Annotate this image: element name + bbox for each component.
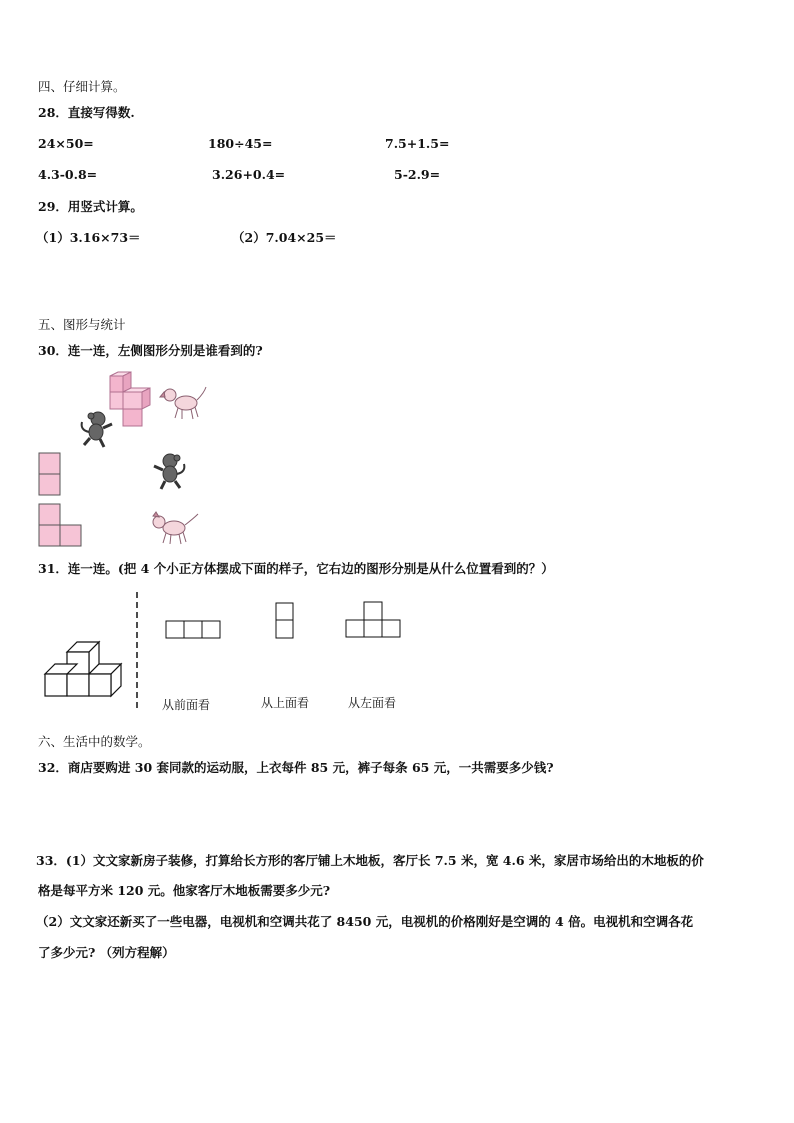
monkey-icon (152, 452, 188, 490)
monkey-icon (78, 410, 114, 448)
vertical-two-squares-view (38, 452, 62, 496)
section-5-heading: 五、图形与统计 (38, 317, 126, 332)
calc-item: 5-2.9= (394, 167, 441, 182)
dog-icon (160, 385, 208, 421)
view-two-stacked (275, 602, 295, 640)
vertical-calc-item: （1）3.16×73＝ (36, 230, 141, 245)
dashed-divider (135, 592, 139, 710)
calc-item: 24×50= (38, 136, 94, 151)
calc-item: 3.26+0.4= (212, 167, 286, 182)
question-28-title: 28．直接写得数. (38, 105, 135, 120)
view-label-top: 从上面看 (261, 696, 310, 710)
section-6-heading: 六、生活中的数学。 (38, 734, 151, 749)
view-label-front: 从前面看 (162, 698, 211, 712)
question-31-title: 31．连一连。(把 4 个小正方体摆成下面的样子，它右边的图形分别是从什么位置看到的？） (38, 561, 554, 576)
question-29-title: 29．用竖式计算。 (38, 199, 143, 214)
question-33-part2-line2: 了多少元? （列方程解） (38, 945, 175, 960)
cube-arrangement-figure (44, 630, 130, 698)
view-three-in-row (165, 620, 223, 640)
calc-item: 7.5+1.5= (385, 136, 450, 151)
l-shape-view (38, 503, 84, 547)
dog-icon (150, 510, 200, 546)
question-32-text: 32．商店要购进 30 套同款的运动服，上衣每件 85 元，裤子每条 65 元，一共需要多少钱? (38, 760, 554, 775)
calc-item: 4.3-0.8= (38, 167, 98, 182)
view-t-shape (345, 601, 403, 639)
question-33-part1-line2: 格是每平方米 120 元。他家客厅木地板需要多少元? (38, 883, 331, 898)
section-4-heading: 四、仔细计算。 (38, 79, 126, 94)
calc-item: 180÷45= (208, 136, 273, 151)
question-33-part1-line1: 33．(1）文文家新房子装修，打算给长方形的客厅铺上木地板，客厅长 7.5 米，宽 4.6 米，家居市场给出的木地板的价 (36, 853, 704, 868)
question-33-part2-line1: （2）文文家还新买了一些电器，电视机和空调共花了 8450 元，电视机的价格刚好是空调的 4 倍。电视机和空调各花 (36, 914, 694, 929)
question-30-title: 30．连一连，左侧图形分别是谁看到的? (38, 343, 263, 358)
view-label-left: 从左面看 (348, 696, 397, 710)
vertical-calc-item: （2）7.04×25＝ (232, 230, 337, 245)
